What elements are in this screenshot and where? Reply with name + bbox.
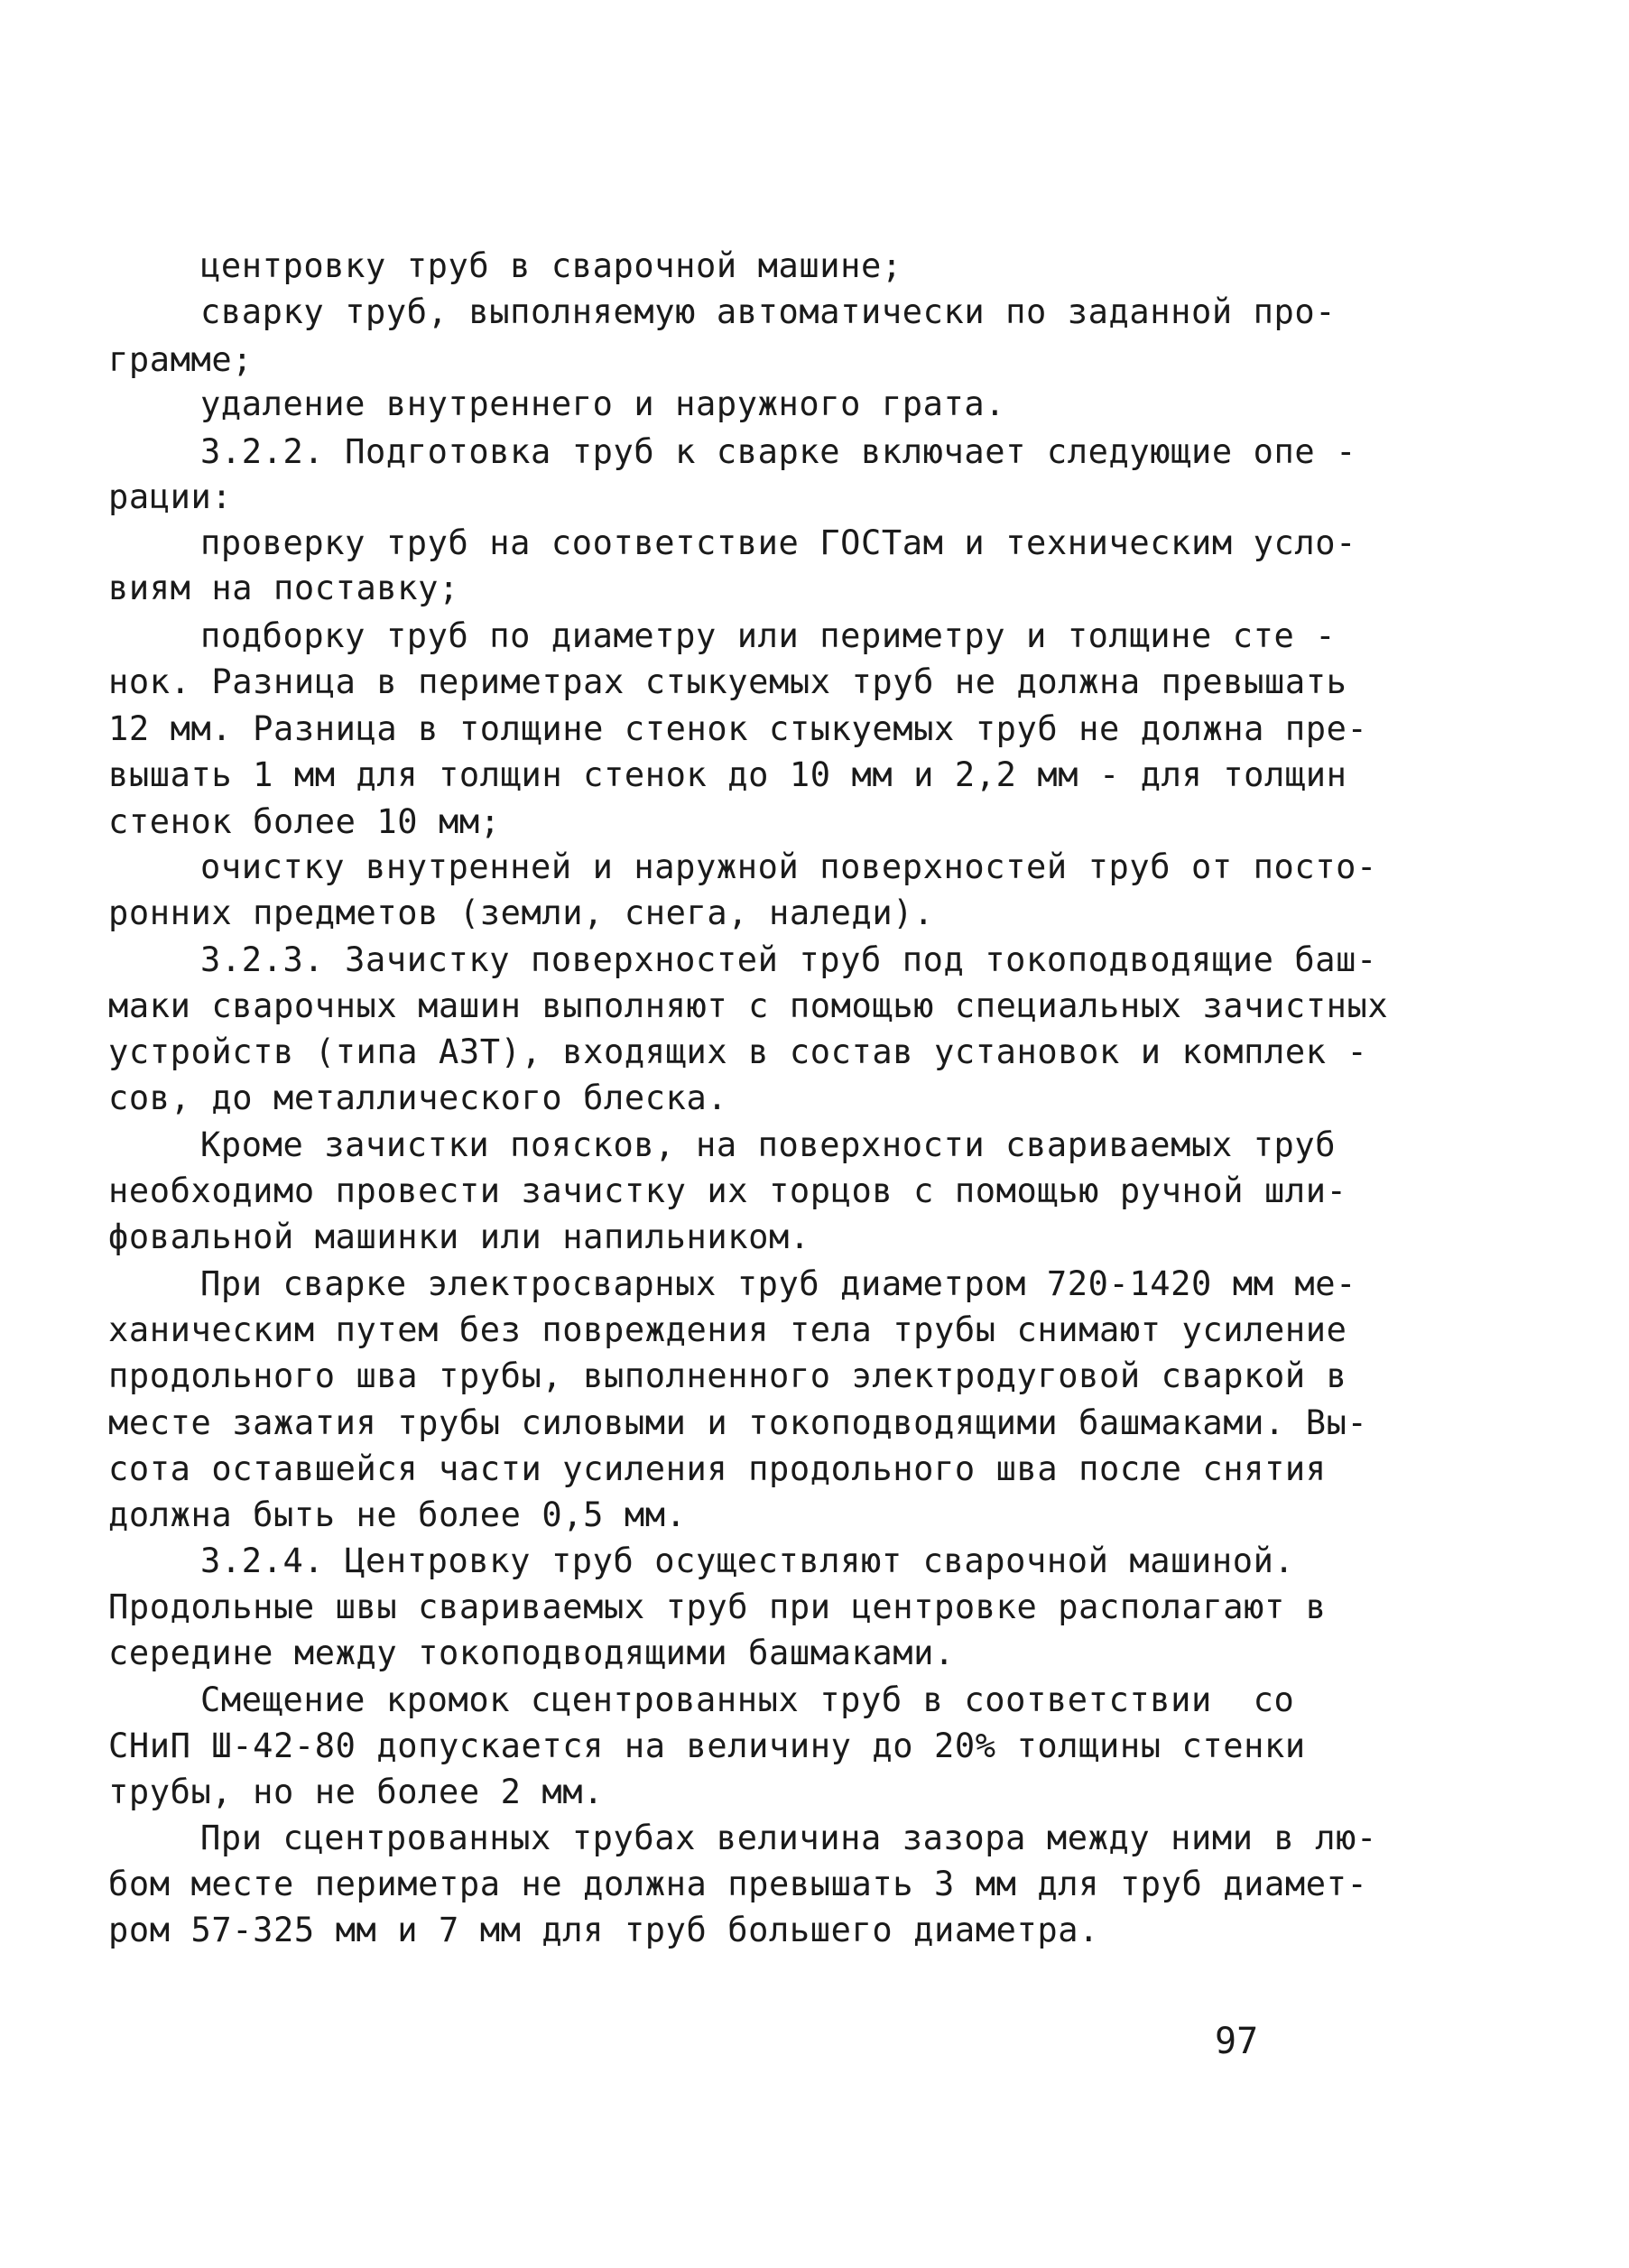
text-line: очистку внутренней и наружной поверхностей труб от посто-	[200, 847, 1377, 886]
text-line: продольного шва трубы, выполненного электродуговой сваркой в	[108, 1356, 1347, 1395]
text-line: При сварке электросварных труб диаметром 720-1420 мм ме-	[200, 1264, 1357, 1303]
text-line: устройств (типа АЗТ), входящих в состав установок и комплек -	[108, 1032, 1368, 1071]
text-line: грамме;	[108, 340, 254, 379]
text-line: рации:	[108, 477, 233, 516]
text-line: Смещение кромок сцентрованных труб в соответствии со	[200, 1680, 1295, 1719]
text-line: проверку труб на соответствие ГОСТам и техническим усло-	[200, 523, 1357, 562]
text-line: Кроме зачистки поясков, на поверхности свариваемых труб	[200, 1125, 1337, 1164]
text-line: нок. Разница в периметрах стыкуемых труб не должна превышать	[108, 662, 1347, 701]
text-line: сов, до металлического блеска.	[108, 1078, 728, 1117]
text-line: середине между токоподводящими башмаками.	[108, 1634, 955, 1672]
text-line: бом месте периметра не должна превышать 3 мм для труб диамет-	[108, 1865, 1368, 1903]
text-line: должна быть не более 0,5 мм.	[108, 1495, 687, 1534]
text-line: сварку труб, выполняемую автоматически по заданной про-	[200, 292, 1337, 331]
text-line: необходимо провести зачистку их торцов с помощью ручной шли-	[108, 1171, 1347, 1210]
text-line: 3.2.3. Зачистку поверхностей труб под токоподводящие баш-	[200, 940, 1377, 979]
text-line: вышать 1 мм для толщин стенок до 10 мм и 2,2 мм - для толщин	[108, 755, 1347, 794]
text-line: При сцентрованных трубах величина зазора между ними в лю-	[200, 1819, 1377, 1857]
text-line: сота оставшейся части усиления продольного шва после снятия	[108, 1449, 1327, 1488]
text-line: подборку труб по диаметру или периметру и толщине сте -	[200, 616, 1337, 655]
text-line: маки сварочных машин выполняют с помощью специальных зачистных	[108, 986, 1389, 1025]
text-line: СНиП Ш-42-80 допускается на величину до 20% толщины стенки	[108, 1726, 1306, 1765]
text-line: месте зажатия трубы силовыми и токоподводящими башмаками. Вы-	[108, 1403, 1368, 1442]
text-line: 3.2.2. Подготовка труб к сварке включает следующие опе -	[200, 432, 1357, 471]
text-line: стенок более 10 мм;	[108, 802, 501, 841]
text-line: ром 57-325 мм и 7 мм для труб большего диаметра.	[108, 1911, 1100, 1949]
text-line: фовальной машинки или напильником.	[108, 1217, 810, 1256]
text-line: 12 мм. Разница в толщине стенок стыкуемых труб не должна пре-	[108, 709, 1368, 748]
page-number: 97	[1215, 2021, 1259, 2062]
text-line: удаление внутреннего и наружного грата.	[200, 384, 1006, 423]
text-line: виям на поставку;	[108, 569, 459, 607]
text-line: трубы, но не более 2 мм.	[108, 1773, 605, 1811]
text-line: Продольные швы свариваемых труб при центровке располагают в	[108, 1588, 1327, 1626]
text-line: 3.2.4. Центровку труб осуществляют сварочной машиной.	[200, 1541, 1295, 1580]
text-line: ханическим путем без повреждения тела трубы снимают усиление	[108, 1310, 1347, 1349]
text-line: ронних предметов (земли, снега, наледи).	[108, 893, 935, 932]
text-line: центровку труб в сварочной машине;	[200, 246, 902, 285]
